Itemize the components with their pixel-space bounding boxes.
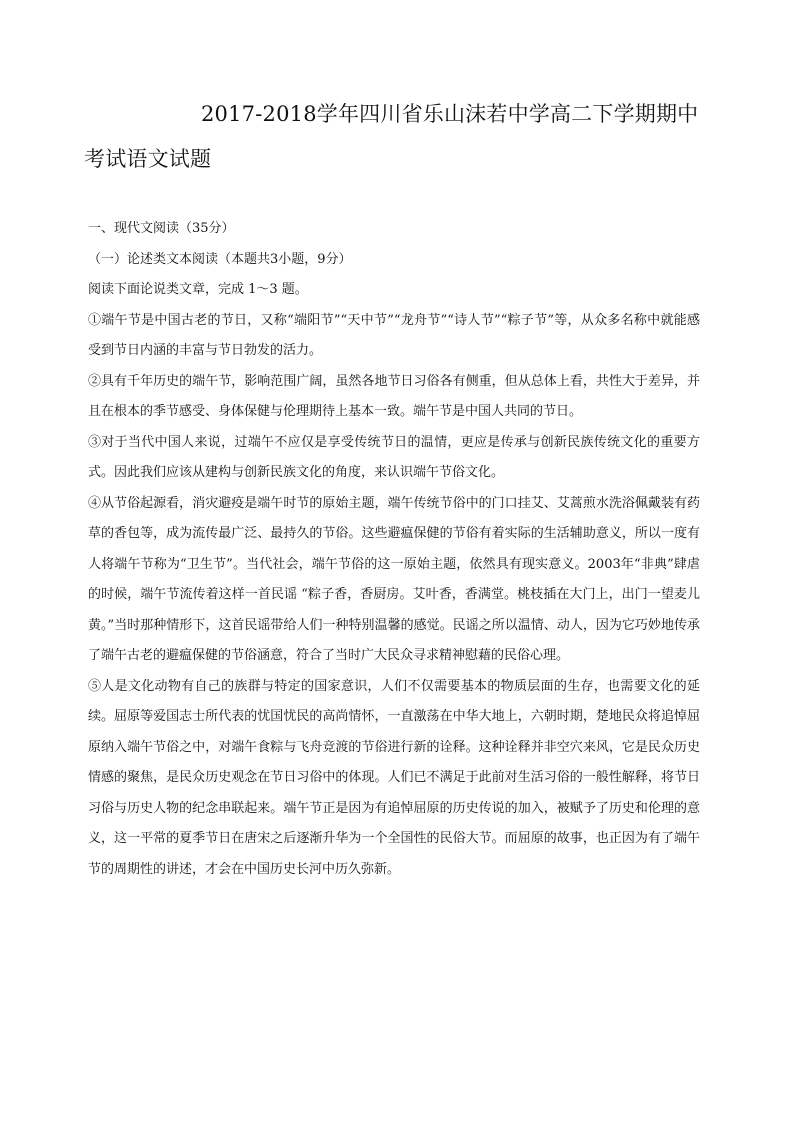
instruction-text: 阅读下面论说类文章，完成 1～3 题。: [88, 282, 308, 297]
document-title: 2017-2018学年四川省乐山沫若中学高二下学期期中考试语文试题: [84, 102, 699, 171]
paragraph-1: ①端午节是中国古老的节日，又称“端阳节”“天中节”“龙舟节”“诗人节”“粽子节”等，从众多名称中就能感受到节日内涵的丰富与节日勃发的活力。: [88, 312, 700, 358]
subsection-heading: （一）论述类文本阅读（本题共3小题，9分）: [88, 251, 352, 267]
paragraph-2: ②具有千年历史的端午节，影响范围广阔，虽然各地节日习俗各有侧重，但从总体上看，共性大于差异，并且在根本的季节感受、身体保健与伦理期待上基本一致。端午节是中国人共同的节日。: [88, 373, 700, 419]
section-heading: 一、现代文阅读（35分）: [88, 221, 235, 236]
paragraph-5: ⑤人是文化动物有自己的族群与特定的国家意识，人们不仅需要基本的物质层面的生存，也需要文化的延续。屈原等爱国志士所代表的忧国忧民的高尚情怀，一直激荡在中华大地上，六朝时期，楚地民众将追悼屈原纳入端午节俗之中，对端午食粽与飞舟竞渡的节俗进行新的诠释。这种诠释并非空穴来风，它是民众历史情感的聚焦，是民众历史观念在节日习俗中的体现。人们已不满足于此前对生活习俗的一般性解释，将节日习俗与历史人物的纪念串联起来。端午节正是因为有追悼屈原的历史传说的加入，被赋予了历史和伦理的意义，这一平常的夏季节日在唐宋之后逐渐升华为一个全国性的民俗大节。而屈原的故事，也正因为有了端午节的周期性的讲述，才会在中国历史长河中历久弥新。: [88, 678, 700, 877]
paragraph-4: ④从节俗起源看，消灾避疫是端午时节的原始主题，端午传统节俗中的门口挂艾、艾蒿煎水洗浴佩戴装有药草的香包等，成为流传最广泛、最持久的节俗。这些避瘟保健的节俗有着实际的生活辅助意义，所以一度有人将端午节称为“卫生节”。当代社会，端午节俗的这一原始主题，依然具有现实意义。2003年“非典”肆虐的时候，端午节流传着这样一首民谣 “粽子香，香厨房。艾叶香，香满堂。桃枝插在大门上，出门一望麦儿黄。”当时那种情形下，这首民谣带给人们一种特别温馨的感觉。民谣之所以温情、动人，因为它巧妙地传承了端午古老的避瘟保健的节俗涵意，符合了当时广大民众寻求精神慰藉的民俗心理。: [88, 495, 700, 663]
document-body: [88, 214, 700, 885]
paragraph-3: ③对于当代中国人来说，过端午不应仅是享受传统节日的温情，更应是传承与创新民族传统文化的重要方式。因此我们应该从建构与创新民族文化的角度，来认识端午节俗文化。: [88, 434, 700, 480]
